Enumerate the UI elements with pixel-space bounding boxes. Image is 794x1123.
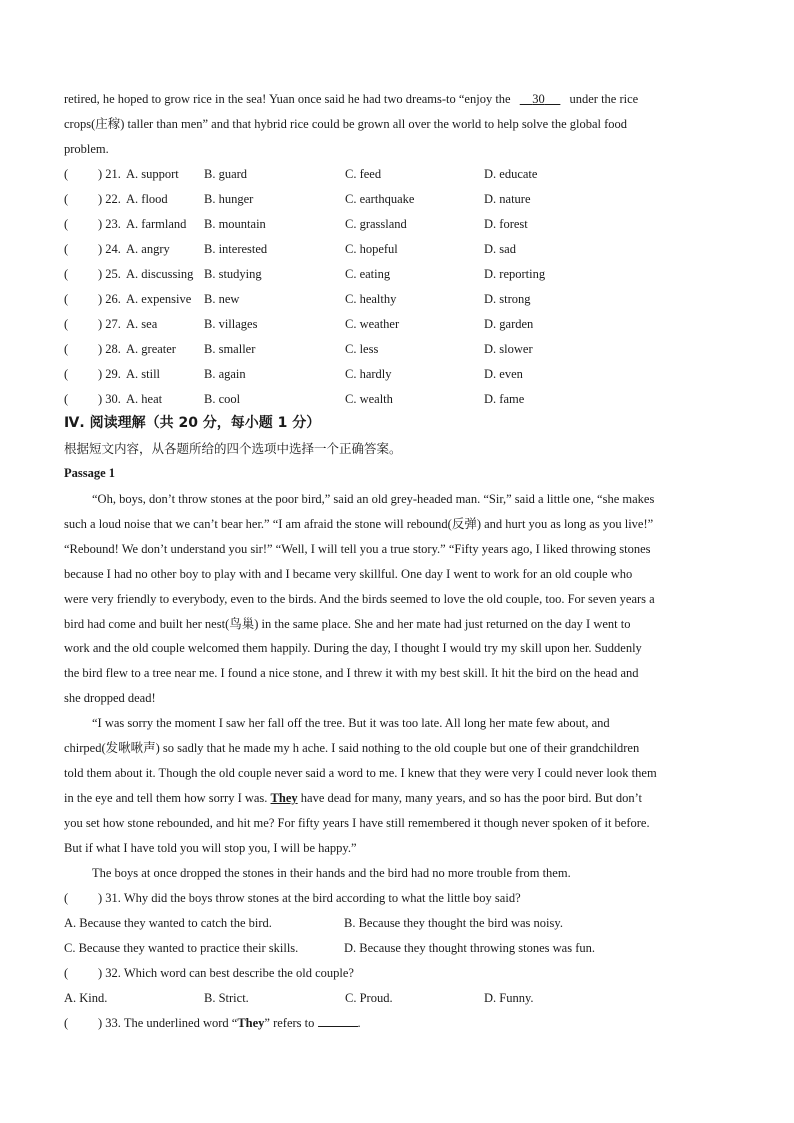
paragraph-line: bird had come and built her nest(鸟巢) in the same place. She and her mate had just returned on the day I went to xyxy=(64,616,631,631)
answer-paren-close: ) 23. xyxy=(98,217,121,231)
option-c: C. less xyxy=(345,342,379,356)
option-b: B. smaller xyxy=(204,342,256,356)
option-c: C. eating xyxy=(345,267,391,281)
paragraph-line: The boys at once dropped the stones in their hands and the bird had no more trouble from them. xyxy=(92,866,571,880)
option-d: D. forest xyxy=(484,217,528,231)
cloze-question-21 xyxy=(64,162,744,187)
option-a: A. support xyxy=(126,167,179,181)
answer-paren-close: ) 28. xyxy=(98,342,121,356)
answer-paren-close: ) 29. xyxy=(98,367,121,381)
answer-paren-open[interactable]: ( xyxy=(64,966,69,980)
option-a: A. discussing xyxy=(126,267,194,281)
blank-number: 30 xyxy=(532,92,545,106)
paragraph-line: you set how stone rebounded, and hit me? For fifty years I have still remembered it though never spoken of it before. xyxy=(64,815,650,830)
paragraph-line: the bird flew to a tree near me. I found a nice stone, and I threw it with my best skill. It hit the bird on the head and xyxy=(64,666,639,681)
intro-text: retired, he hoped to grow rice in the sea! Yuan once said he had two dreams-to “enjoy the xyxy=(64,92,511,106)
option-a: A. expensive xyxy=(126,292,192,306)
question-32-options xyxy=(64,986,744,1011)
answer-paren-open[interactable]: ( xyxy=(64,292,69,306)
option-d: D. reporting xyxy=(484,267,546,281)
cloze-question-23 xyxy=(64,212,744,237)
paragraph-line: “Rebound! We don’t understand you sir!” “Well, I will tell you a true story.” “Fifty years ago, I liked throwing stones xyxy=(64,541,651,556)
option-a: A. farmland xyxy=(126,217,187,231)
option-d[interactable]: D. Because they thought throwing stones was fun. xyxy=(344,941,596,955)
option-c: C. hardly xyxy=(345,367,392,381)
paragraph-line: told them about it. Though the old couple never said a word to me. I knew that they were very I could never look them xyxy=(64,765,657,780)
paragraph-line: she dropped dead! xyxy=(64,691,156,706)
option-d[interactable]: D. Funny. xyxy=(484,991,534,1005)
question-31-options-row-1 xyxy=(64,911,744,936)
option-a: A. sea xyxy=(126,317,158,331)
paragraph-line: But if what I have told you will stop you, I will be happy.” xyxy=(64,840,357,855)
cloze-question-28 xyxy=(64,337,744,362)
question-text: ) 33. The underlined word “They” refers to . xyxy=(98,1016,361,1030)
option-a[interactable]: A. Kind. xyxy=(64,991,108,1005)
intro-text: under the rice xyxy=(569,92,639,106)
option-b[interactable]: B. Strict. xyxy=(204,991,249,1005)
option-c: C. feed xyxy=(345,167,382,181)
option-d: D. slower xyxy=(484,342,533,356)
option-d: D. sad xyxy=(484,242,516,256)
question-33 xyxy=(64,1011,744,1036)
option-d: D. garden xyxy=(484,317,534,331)
answer-paren-open[interactable]: ( xyxy=(64,367,69,381)
option-c: C. healthy xyxy=(345,292,397,306)
question-31-options-row-2 xyxy=(64,936,744,961)
option-d: D. educate xyxy=(484,167,538,181)
paragraph-line: such a loud noise that we can’t bear her.” “I am afraid the stone will rebound(反弹) and hurt you as long as you live!” xyxy=(64,516,654,531)
paragraph-line xyxy=(64,786,730,811)
option-a: A. angry xyxy=(126,242,170,256)
quoted-word: They xyxy=(237,1016,265,1030)
answer-paren-close: ) 24. xyxy=(98,242,121,256)
option-a: A. heat xyxy=(126,392,163,406)
option-b: B. mountain xyxy=(204,217,266,231)
paragraph-line: because I had no other boy to play with and I became very skillful. One day I went to work for an old couple who xyxy=(64,566,633,581)
paragraph-line: “Oh, boys, don’t throw stones at the poor bird,” said an old grey-headed man. “Sir,” said a little one, “she makes xyxy=(92,492,655,506)
option-b[interactable]: B. Because they thought the bird was noisy. xyxy=(344,916,563,930)
option-b: B. cool xyxy=(204,392,241,406)
option-c: C. hopeful xyxy=(345,242,398,256)
intro-line-1 xyxy=(64,87,638,112)
cloze-question-26 xyxy=(64,287,744,312)
option-c: C. grassland xyxy=(345,217,407,231)
passage-paragraph-3 xyxy=(64,861,730,886)
option-c[interactable]: C. Because they wanted to practice their skills. xyxy=(64,941,299,955)
answer-paren-close: ) 21. xyxy=(98,167,121,181)
answer-paren-close: ) 25. xyxy=(98,267,121,281)
line-text: have dead for many, many years, and so has the poor bird. But don’t xyxy=(297,790,643,805)
option-d: D. strong xyxy=(484,292,531,306)
intro-line-2: crops(庄稼) taller than men” and that hybrid rice could be grown all over the world to help solve the global food xyxy=(64,117,628,131)
option-c: C. weather xyxy=(345,317,400,331)
answer-blank[interactable] xyxy=(318,1014,358,1027)
option-b: B. studying xyxy=(204,267,262,281)
option-d: D. nature xyxy=(484,192,531,206)
option-a: A. greater xyxy=(126,342,176,356)
answer-blank xyxy=(520,87,561,112)
passage-paragraph-2 xyxy=(64,711,730,860)
answer-paren-open[interactable]: ( xyxy=(64,192,69,206)
option-a: A. still xyxy=(126,367,161,381)
question-text: ) 32. Which word can best describe the old couple? xyxy=(98,966,354,980)
option-b: B. hunger xyxy=(204,192,254,206)
option-b: B. villages xyxy=(204,317,258,331)
paragraph-line: “I was sorry the moment I saw her fall off the tree. But it was too late. All long her mate few about, and xyxy=(92,716,610,730)
cloze-question-27 xyxy=(64,312,744,337)
answer-paren-close: ) 26. xyxy=(98,292,121,306)
answer-paren-open[interactable]: ( xyxy=(64,891,69,905)
question-32 xyxy=(64,961,744,986)
option-a: A. flood xyxy=(126,192,168,206)
answer-paren-open[interactable]: ( xyxy=(64,317,69,331)
question-31 xyxy=(64,886,744,911)
intro-line-3: problem. xyxy=(64,142,109,156)
answer-paren-open[interactable]: ( xyxy=(64,242,69,256)
option-b: B. new xyxy=(204,292,240,306)
answer-paren-open[interactable]: ( xyxy=(64,1016,69,1030)
passage-title: Passage 1 xyxy=(64,466,116,480)
option-c: C. earthquake xyxy=(345,192,415,206)
option-a[interactable]: A. Because they wanted to catch the bird. xyxy=(64,916,272,930)
option-d: D. even xyxy=(484,367,523,381)
paragraph-line: chirped(发啾啾声) so sadly that he made my h ache. I said nothing to the old couple but one of their grandchildren xyxy=(64,740,640,755)
option-d: D. fame xyxy=(484,392,525,406)
cloze-question-25 xyxy=(64,262,744,287)
answer-paren-close: ) 30. xyxy=(98,392,121,406)
cloze-question-22 xyxy=(64,187,744,212)
paragraph-line: were very friendly to everybody, even to the birds. And the birds seemed to love the old couple, too. For seven years a xyxy=(64,591,655,606)
answer-paren-open[interactable]: ( xyxy=(64,267,69,281)
option-b: B. guard xyxy=(204,167,248,181)
line-text: in the eye and tell them how sorry I was. xyxy=(64,790,271,805)
option-c: C. wealth xyxy=(345,392,393,406)
underlined-word-they: They xyxy=(270,790,298,805)
question-text: ) 31. Why did the boys throw stones at the bird according to what the little boy said? xyxy=(98,891,521,905)
cloze-question-30 xyxy=(64,387,744,412)
paragraph-line: work and the old couple welcomed them happily. During the day, I thought I would try my skill upon her. Suddenly xyxy=(64,641,642,656)
answer-paren-open[interactable]: ( xyxy=(64,217,69,231)
section-instruction: 根据短文内容，从各题所给的四个选项中选择一个正确答案。 xyxy=(64,441,402,456)
cloze-question-24 xyxy=(64,237,744,262)
option-c[interactable]: C. Proud. xyxy=(345,991,393,1005)
answer-paren-close: ) 22. xyxy=(98,192,121,206)
answer-paren-open[interactable]: ( xyxy=(64,167,69,181)
answer-paren-close: ) 27. xyxy=(98,317,121,331)
answer-paren-open[interactable]: ( xyxy=(64,392,69,406)
answer-paren-open[interactable]: ( xyxy=(64,342,69,356)
section-title: Ⅳ. 阅读理解（共 20 分，每小题 1 分） xyxy=(64,415,321,431)
option-b: B. interested xyxy=(204,242,268,256)
option-b: B. again xyxy=(204,367,246,381)
cloze-question-29 xyxy=(64,362,744,387)
passage-paragraph-1 xyxy=(64,487,730,711)
